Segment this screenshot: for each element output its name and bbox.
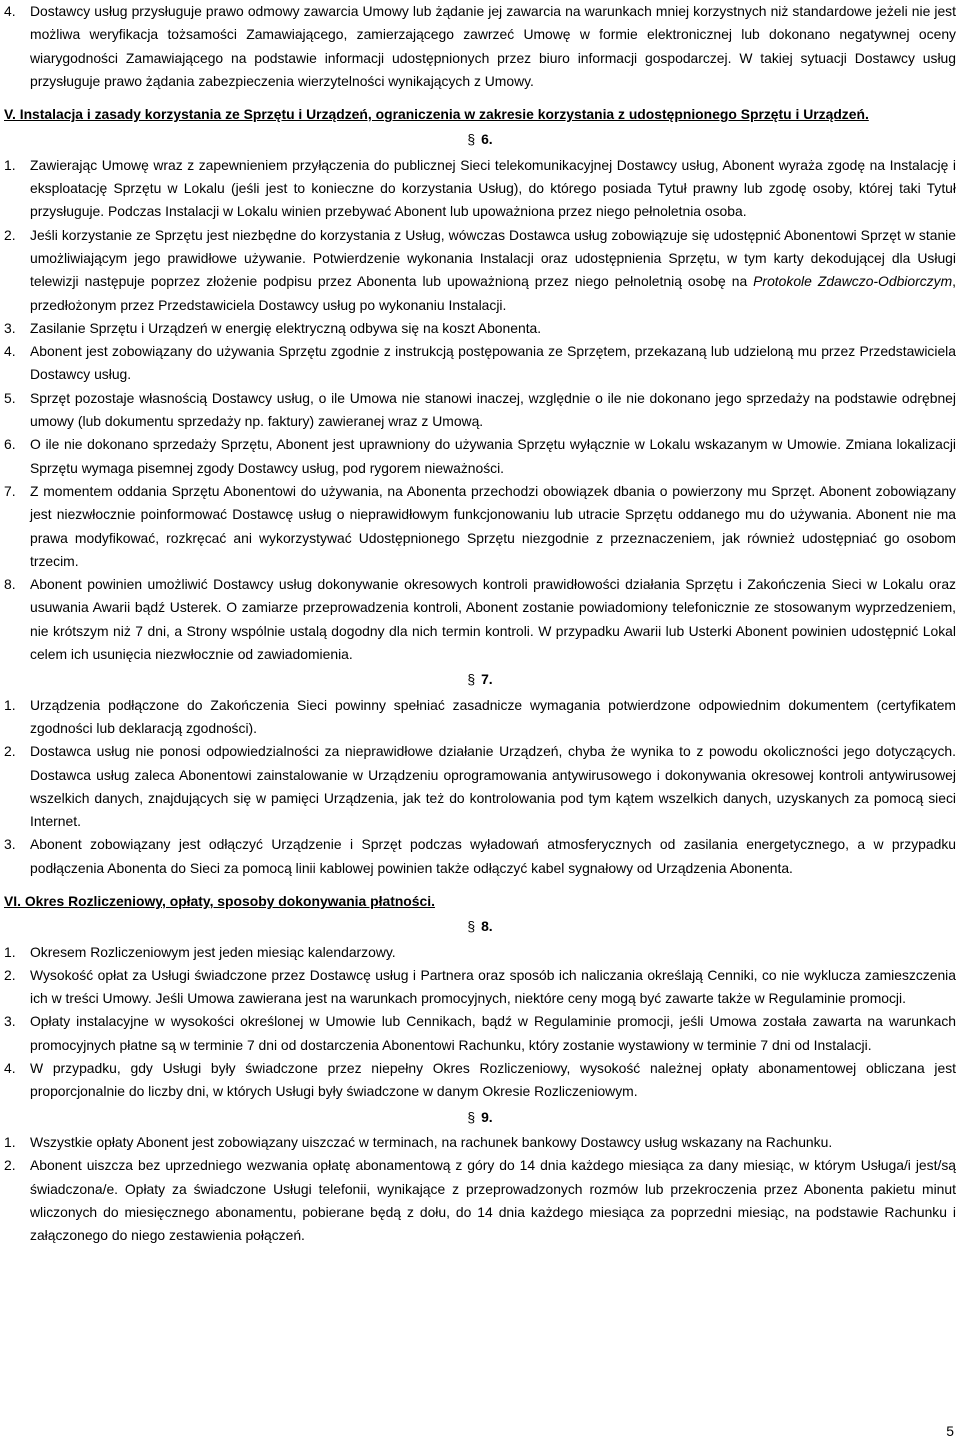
item-number: 1. bbox=[4, 1133, 16, 1150]
par6-item-7 bbox=[4, 480, 956, 573]
paragraph-label: 7. bbox=[481, 671, 493, 688]
paragraph-sign: § bbox=[467, 918, 476, 935]
paragraph-sign: § bbox=[467, 1108, 476, 1125]
item-text bbox=[30, 224, 956, 317]
par6-item-4 bbox=[4, 340, 956, 387]
page-number: 5 bbox=[946, 1423, 954, 1439]
item-number: 3. bbox=[4, 1013, 16, 1030]
item-number: 1. bbox=[4, 943, 16, 960]
par6-item-3 bbox=[4, 317, 956, 340]
par6-item-1 bbox=[4, 154, 956, 224]
item-text: Sprzęt pozostaje własnością Dostawcy usług, o ile Umowa nie stanowi inaczej, względnie o ile nie dokonano jego sprzedaży na podstawie odrębnej umowy (lub dokumentu sprzedaży np. faktury) zawieranej wraz z Umową. bbox=[30, 389, 956, 430]
par8-item-2 bbox=[4, 964, 956, 1011]
item-text: Abonent powinien umożliwić Dostawcy usług dokonywanie okresowych kontroli prawidłowości działania Sprzętu i Zakończenia Sieci w Lokalu oraz usuwania Awarii bądź Usterek. O zamiarze przeprowadzenia kontroli, Abonent zostanie powiadomiony telefonicznie ze stosowanym wyprzedzeniem, nie krótszym niż 7 dni, a Strony wspólnie ustalą dogodny dla nich termin kontroli. W przypadku Awarii lub Usterki Abonent powinien udostępnić Lokal celem ich usunięcia niezwłocznie od zawiadomienia. bbox=[30, 576, 956, 663]
item-number: 2. bbox=[4, 743, 16, 760]
item-number: 4. bbox=[4, 3, 16, 19]
item-text: Z momentem oddania Sprzętu Abonentowi do używania, na Abonenta przechodzi obowiązek dbania o powierzony mu Sprzęt. Abonent zobowiązany jest niezwłocznie poinformować Dostawcę usług o nieprawidłowym funkcjonowaniu lub utracie Sprzętu oddanego mu do używania. Abonent nie ma prawa modyfikować, rozkręcać ani wykorzystywać Udostępnionego Sprzętu niezgodnie z przeznaczeniem, jak również udostępniać go osobom trzecim. bbox=[30, 482, 956, 569]
paragraph-label: 8. bbox=[481, 918, 493, 935]
item-text-before: Jeśli korzystanie ze Sprzętu jest niezbędne do korzystania z Usług, wówczas Dostawca usług zobowiązuje się udostępnić Abonentowi Sprzęt w stanie umożliwiającym jego prawidłowe używanie. Potwierdzenie wykonania Instalacji oraz udostępnienia Sprzętu, w tym karty dekodującej dla Usługi telewizji następuje poprzez złożenie podpisu przez Abonenta lub upoważnioną przez niego pełnoletnią osobę na bbox=[30, 226, 956, 290]
item-number: 2. bbox=[4, 1157, 16, 1174]
paragraph-8-mark bbox=[4, 915, 956, 938]
document-content bbox=[4, 0, 956, 1247]
paragraph-7-mark bbox=[4, 668, 956, 691]
item-number: 2. bbox=[4, 966, 16, 983]
item-text: Zawierając Umowę wraz z zapewnieniem przyłączenia do publicznej Sieci telekomunikacyjnej Dostawcy usług, Abonent wyraża zgodę na Instalację i eksploatację Sprzętu w Lokalu (jeśli jest to konieczne do korzystania Usług), do którego posiada Tytuł prawny lub zgodę osoby, której taki Tytuł przysługuje. Podczas Instalacji w Lokalu winien przebywać Abonent lub upoważniona przez niego pełnoletnia osoba. bbox=[30, 156, 956, 220]
item-number: 3. bbox=[4, 319, 16, 336]
paragraph-label: 9. bbox=[481, 1108, 493, 1125]
item-number: 3. bbox=[4, 836, 16, 853]
item-text: Abonent uiszcza bez uprzedniego wezwania opłatę abonamentową z góry do 14 dnia każdego miesiąca za dany miesiąc, w którym Usługa/i jest/są świadczona/e. Opłaty za świadczone Usługi telefonii, wynikające z przeprowadzonych rozmów lub przekroczenia przez Abonenta pakietu minut wliczonych do miesięcznego abonamentu, pobierane będą z dołu, do 14 dnia każdego miesiąca za poprzedni miesiąc, na podstawie Rachunku i załączonego do niego zestawienia połączeń. bbox=[30, 1157, 956, 1244]
paragraph-9-mark bbox=[4, 1106, 956, 1129]
par8-item-4 bbox=[4, 1057, 956, 1104]
par8-item-1 bbox=[4, 941, 956, 964]
item-number: 1. bbox=[4, 696, 16, 713]
item-text: Zasilanie Sprzętu i Urządzeń w energię elektryczną odbywa się na koszt Abonenta. bbox=[30, 319, 542, 336]
item-text: Okresem Rozliczeniowym jest jeden miesiąc kalendarzowy. bbox=[30, 943, 396, 960]
item-text: Wysokość opłat za Usługi świadczone przez Dostawcę usług i Partnera oraz sposób ich naliczania określają Cenniki, co nie wyklucza zamieszczenia ich w treści Umowy. Jeśli Umowa zawierana jest na warunkach promocyjnych, niektóre ceny mogą być zawarte także w Regulaminie promocji. bbox=[30, 966, 956, 1007]
item-number: 8. bbox=[4, 576, 16, 593]
item-text: Abonent zobowiązany jest odłączyć Urządzenie i Sprzęt podczas wyładowań atmosferycznych od zasilania energetycznego, a w przypadku podłączenia Abonenta do Sieci za pomocą linii kablowej powinien także odłączyć kabel sygnałowy od Urządzenia Abonenta. bbox=[30, 836, 956, 876]
item-text: Wszystkie opłaty Abonent jest zobowiązany uiszczać w terminach, na rachunek bankowy Dostawcy usług wskazany na Rachunku. bbox=[30, 1133, 833, 1150]
item-number: 6. bbox=[4, 436, 16, 453]
par8-item-3 bbox=[4, 1010, 956, 1057]
par6-item-8 bbox=[4, 573, 956, 666]
par7-item-1 bbox=[4, 694, 956, 741]
item-text: W przypadku, gdy Usługi były świadczone przez niepełny Okres Rozliczeniowy, wysokość należnej opłaty abonamentowej obliczana jest proporcjonalnie do liczby dni, w których Usługi były świadczone w danym Okresie Rozliczeniowym. bbox=[30, 1060, 956, 1100]
protocol-name: Protokole Zdawczo-Odbiorczym bbox=[753, 273, 953, 290]
par6-item-6 bbox=[4, 433, 956, 480]
item-number: 1. bbox=[4, 156, 16, 173]
intro-item-4 bbox=[4, 0, 956, 93]
par7-item-3 bbox=[4, 833, 956, 880]
par6-item-5 bbox=[4, 387, 956, 434]
paragraph-sign: § bbox=[467, 131, 476, 148]
item-text: Dostawca usług nie ponosi odpowiedzialności za nieprawidłowe działanie Urządzeń, chyba że wynika to z powodu okoliczności jego dotyczących. Dostawca usług zaleca Abonentowi zainstalowanie w Urządzeniu oprogramowania antywirusowego i dokonywania okresowej kontroli antywirusowej wszelkich danych, znajdujących się w pamięci Urządzenia, jak też do kontrolowania pod tym kątem wszelkich danych, uzyskanych za pomocą sieci Internet. bbox=[30, 743, 956, 830]
item-text: Opłaty instalacyjne w wysokości określonej w Umowie lub Cennikach, bądź w Regulaminie promocji, jeśli Umowa została zawarta na warunkach promocyjnych płatne są w terminie 7 dni od dostarczenia Abonentowi Rachunku, który zostanie wystawiony w terminie 7 dni od Instalacji. bbox=[30, 1013, 956, 1053]
par6-item-2 bbox=[4, 224, 956, 317]
item-text: Dostawcy usług przysługuje prawo odmowy zawarcia Umowy lub żądanie jej zawarcia na warunkach mniej korzystnych niż standardowe jeżeli nie jest możliwa weryfikacja tożsamości Zamawiającego, zamierzającego zawrzeć Umowę w formie elektronicznej lub dokonano negatywnej oceny wiarygodności Zamawiającego na podstawie informacji udostępnionych przez biuro informacji gospodarczej. W takiej sytuacji Dostawcy usług przysługuje prawo żądania zabezpieczenia wierzytelności wynikających z Umowy. bbox=[30, 3, 956, 89]
item-number: 4. bbox=[4, 1060, 16, 1077]
item-text: Abonent jest zobowiązany do używania Sprzętu zgodnie z instrukcją postępowania ze Sprzętem, przekazaną lub udzieloną mu przez Przedstawiciela Dostawcy usług. bbox=[30, 343, 956, 383]
item-number: 2. bbox=[4, 226, 16, 243]
section-vi-heading: VI. Okres Rozliczeniowy, opłaty, sposoby dokonywania płatności. bbox=[4, 892, 435, 909]
item-text-after: , przedłożonym przez Przedstawiciela Dostawcy usług po wykonaniu Instalacji. bbox=[30, 273, 957, 313]
item-number: 5. bbox=[4, 389, 16, 406]
par7-item-2 bbox=[4, 740, 956, 833]
section-v-heading: V. Instalacja i zasady korzystania ze Sprzętu i Urządzeń, ograniczenia w zakresie korzystania z udostępnionego Sprzętu i Urządzeń. bbox=[4, 106, 869, 123]
paragraph-label: 6. bbox=[481, 131, 493, 148]
item-text: Urządzenia podłączone do Zakończenia Sieci powinny spełniać zasadnicze wymagania potwierdzone odpowiednim dokumentem (certyfikatem zgodności lub deklaracją zgodności). bbox=[30, 696, 956, 736]
par9-item-1 bbox=[4, 1131, 956, 1154]
paragraph-sign: § bbox=[467, 671, 476, 688]
item-number: 4. bbox=[4, 343, 16, 360]
paragraph-6-mark bbox=[4, 128, 956, 151]
item-text: O ile nie dokonano sprzedaży Sprzętu, Abonent jest uprawniony do używania Sprzętu wyłącznie w Lokalu wskazanym w Umowie. Zmiana lokalizacji Sprzętu wymaga pisemnej zgody Dostawcy usług, pod rygorem nieważności. bbox=[30, 436, 956, 476]
item-number: 7. bbox=[4, 482, 16, 499]
par9-item-2 bbox=[4, 1154, 956, 1247]
